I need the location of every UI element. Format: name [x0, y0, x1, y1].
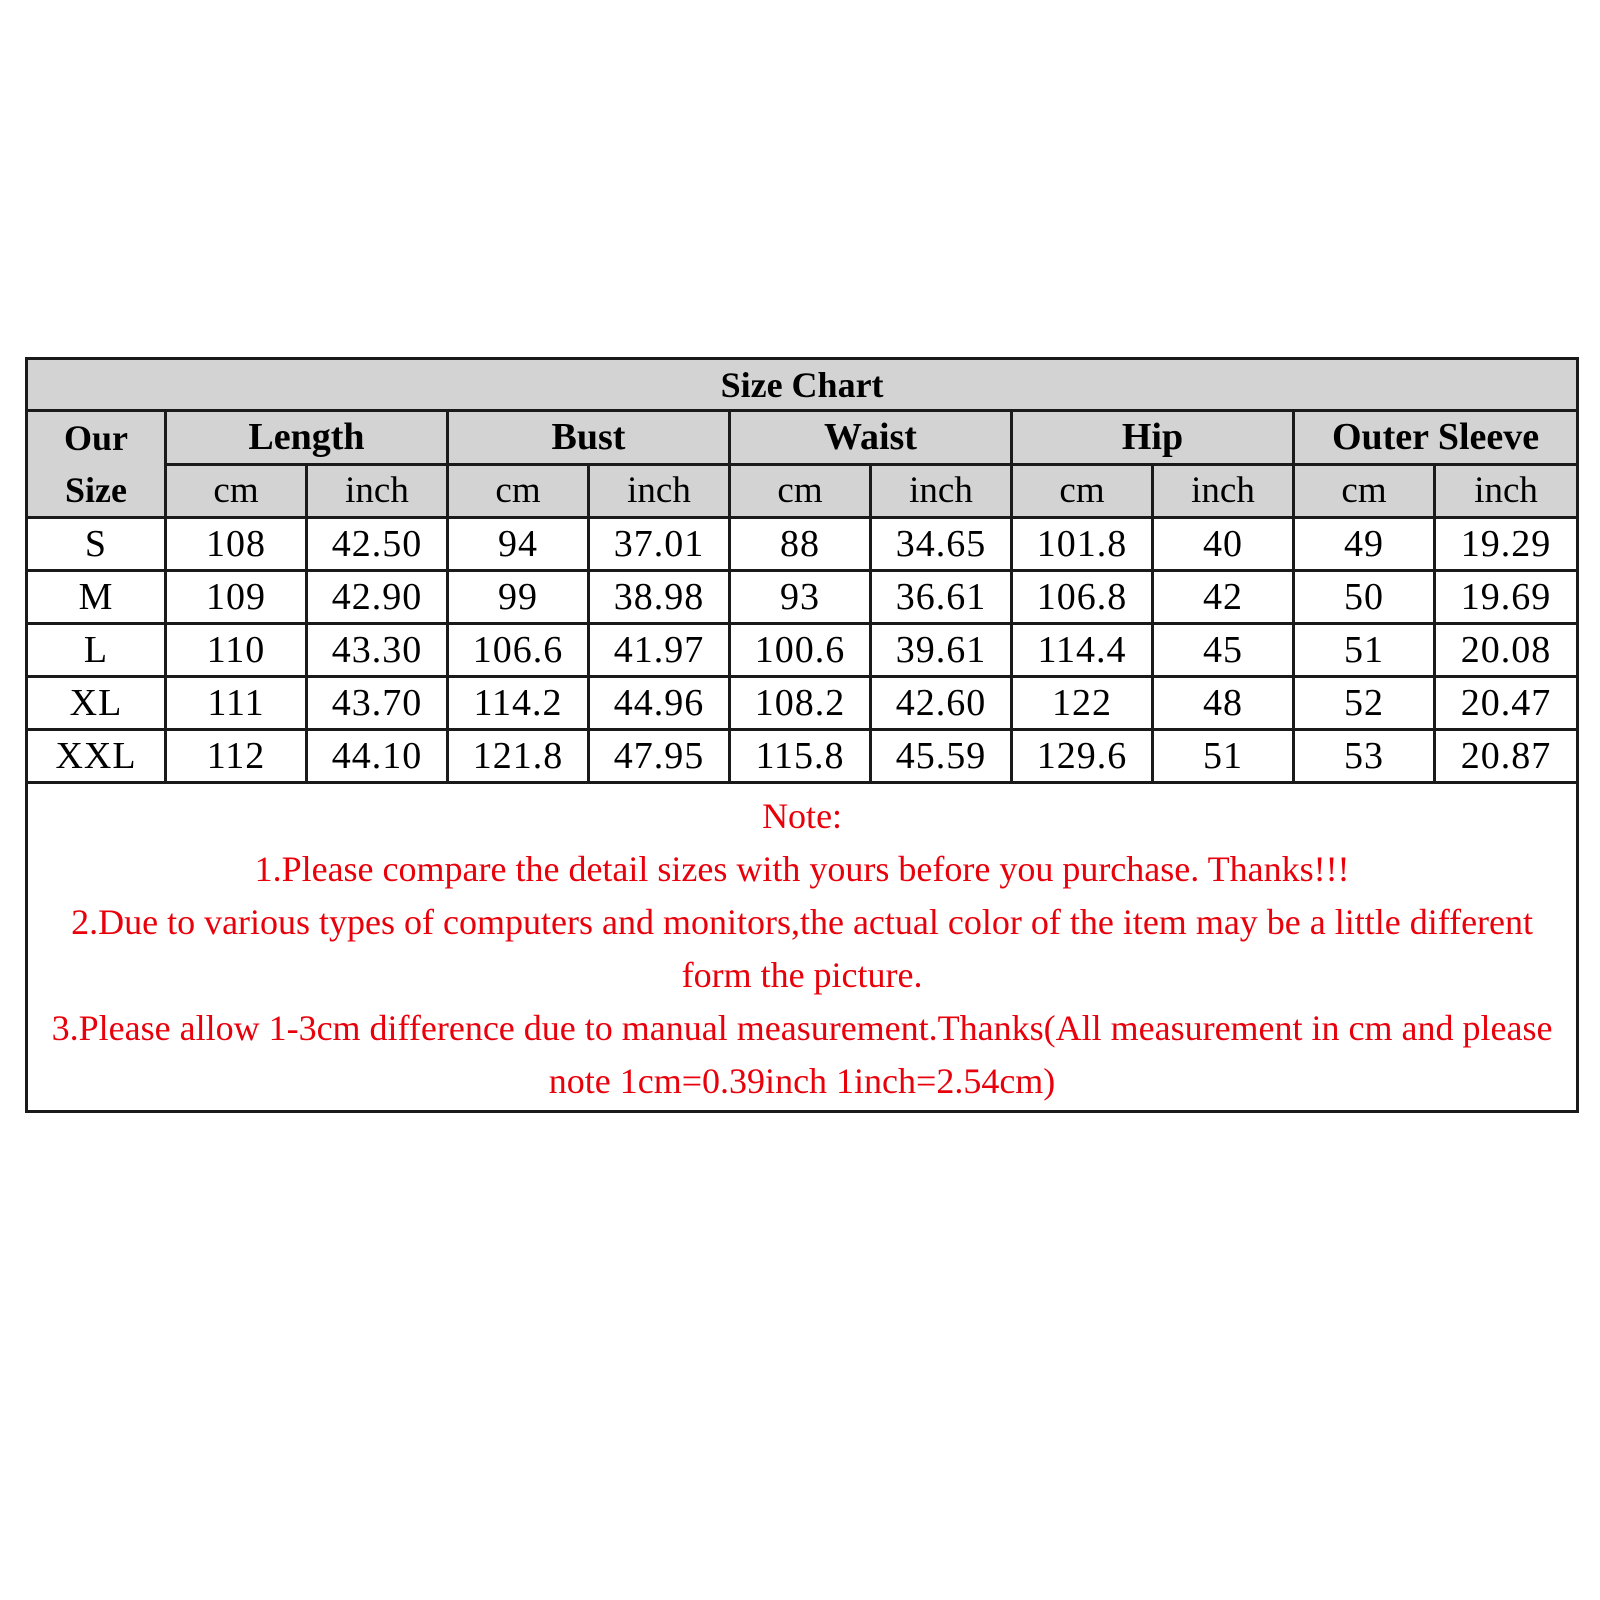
unit-cm: cm [730, 464, 871, 518]
unit-inch: inch [871, 464, 1012, 518]
waist-cm: 93 [730, 571, 871, 624]
size-label: L [27, 624, 166, 677]
waist-inch: 36.61 [871, 571, 1012, 624]
size-label: M [27, 571, 166, 624]
size-header-line-2: Size [65, 470, 127, 510]
unit-inch: inch [589, 464, 730, 518]
table-row [27, 730, 1578, 783]
bust-cm: 106.6 [448, 624, 589, 677]
bust-cm: 121.8 [448, 730, 589, 783]
title-row [27, 359, 1578, 411]
bust-inch: 41.97 [589, 624, 730, 677]
hip-cm: 106.8 [1012, 571, 1153, 624]
waist-inch: 42.60 [871, 677, 1012, 730]
outer-sleeve-cm: 50 [1294, 571, 1435, 624]
hip-inch: 40 [1153, 518, 1294, 571]
chart-title: Size Chart [27, 359, 1578, 411]
note-item-2: 2.Due to various types of computers and monitors,the actual color of the item may be a little different form the picture. [71, 902, 1534, 995]
note-item-1: 1.Please compare the detail sizes with yours before you purchase. Thanks!!! [254, 849, 1350, 889]
table-row [27, 677, 1578, 730]
outer-sleeve-inch: 19.69 [1435, 571, 1578, 624]
waist-inch: 45.59 [871, 730, 1012, 783]
length-cm: 108 [166, 518, 307, 571]
length-inch: 43.30 [307, 624, 448, 677]
bust-inch: 38.98 [589, 571, 730, 624]
hip-inch: 42 [1153, 571, 1294, 624]
length-cm: 110 [166, 624, 307, 677]
bust-inch: 44.96 [589, 677, 730, 730]
bust-cm: 94 [448, 518, 589, 571]
waist-cm: 108.2 [730, 677, 871, 730]
group-header-bust: Bust [448, 411, 730, 465]
size-label: XXL [27, 730, 166, 783]
waist-cm: 115.8 [730, 730, 871, 783]
bust-cm: 99 [448, 571, 589, 624]
notes-panel [27, 783, 1578, 1112]
outer-sleeve-inch: 19.29 [1435, 518, 1578, 571]
unit-inch: inch [1153, 464, 1294, 518]
bust-cm: 114.2 [448, 677, 589, 730]
table-row [27, 518, 1578, 571]
unit-cm: cm [166, 464, 307, 518]
length-cm: 111 [166, 677, 307, 730]
hip-inch: 45 [1153, 624, 1294, 677]
outer-sleeve-inch: 20.08 [1435, 624, 1578, 677]
note-item-3: 3.Please allow 1-3cm difference due to manual measurement.Thanks(All measurement in cm and please note 1cm=0.39inch 1inch=2.54cm) [51, 1008, 1553, 1101]
length-inch: 43.70 [307, 677, 448, 730]
group-header-row [27, 411, 1578, 465]
size-header-line-1: Our [63, 418, 128, 458]
unit-header-row [27, 464, 1578, 518]
length-inch: 42.50 [307, 518, 448, 571]
group-header-outer-sleeve: Outer Sleeve [1294, 411, 1578, 465]
notes-row [27, 783, 1578, 1112]
our-size-header [27, 411, 166, 518]
length-inch: 44.10 [307, 730, 448, 783]
outer-sleeve-cm: 49 [1294, 518, 1435, 571]
outer-sleeve-inch: 20.47 [1435, 677, 1578, 730]
waist-cm: 100.6 [730, 624, 871, 677]
hip-inch: 51 [1153, 730, 1294, 783]
length-cm: 109 [166, 571, 307, 624]
hip-inch: 48 [1153, 677, 1294, 730]
outer-sleeve-cm: 53 [1294, 730, 1435, 783]
outer-sleeve-cm: 52 [1294, 677, 1435, 730]
group-header-waist: Waist [730, 411, 1012, 465]
unit-inch: inch [307, 464, 448, 518]
table-row [27, 624, 1578, 677]
size-chart-table [25, 357, 1579, 1113]
bust-inch: 47.95 [589, 730, 730, 783]
hip-cm: 122 [1012, 677, 1153, 730]
unit-cm: cm [1012, 464, 1153, 518]
waist-inch: 34.65 [871, 518, 1012, 571]
outer-sleeve-inch: 20.87 [1435, 730, 1578, 783]
group-header-hip: Hip [1012, 411, 1294, 465]
group-header-length: Length [166, 411, 448, 465]
hip-cm: 129.6 [1012, 730, 1153, 783]
size-label: S [27, 518, 166, 571]
waist-cm: 88 [730, 518, 871, 571]
unit-cm: cm [1294, 464, 1435, 518]
length-cm: 112 [166, 730, 307, 783]
size-label: XL [27, 677, 166, 730]
outer-sleeve-cm: 51 [1294, 624, 1435, 677]
note-heading: Note: [762, 796, 843, 836]
bust-inch: 37.01 [589, 518, 730, 571]
hip-cm: 101.8 [1012, 518, 1153, 571]
waist-inch: 39.61 [871, 624, 1012, 677]
length-inch: 42.90 [307, 571, 448, 624]
unit-inch: inch [1435, 464, 1578, 518]
table-row [27, 571, 1578, 624]
hip-cm: 114.4 [1012, 624, 1153, 677]
unit-cm: cm [448, 464, 589, 518]
